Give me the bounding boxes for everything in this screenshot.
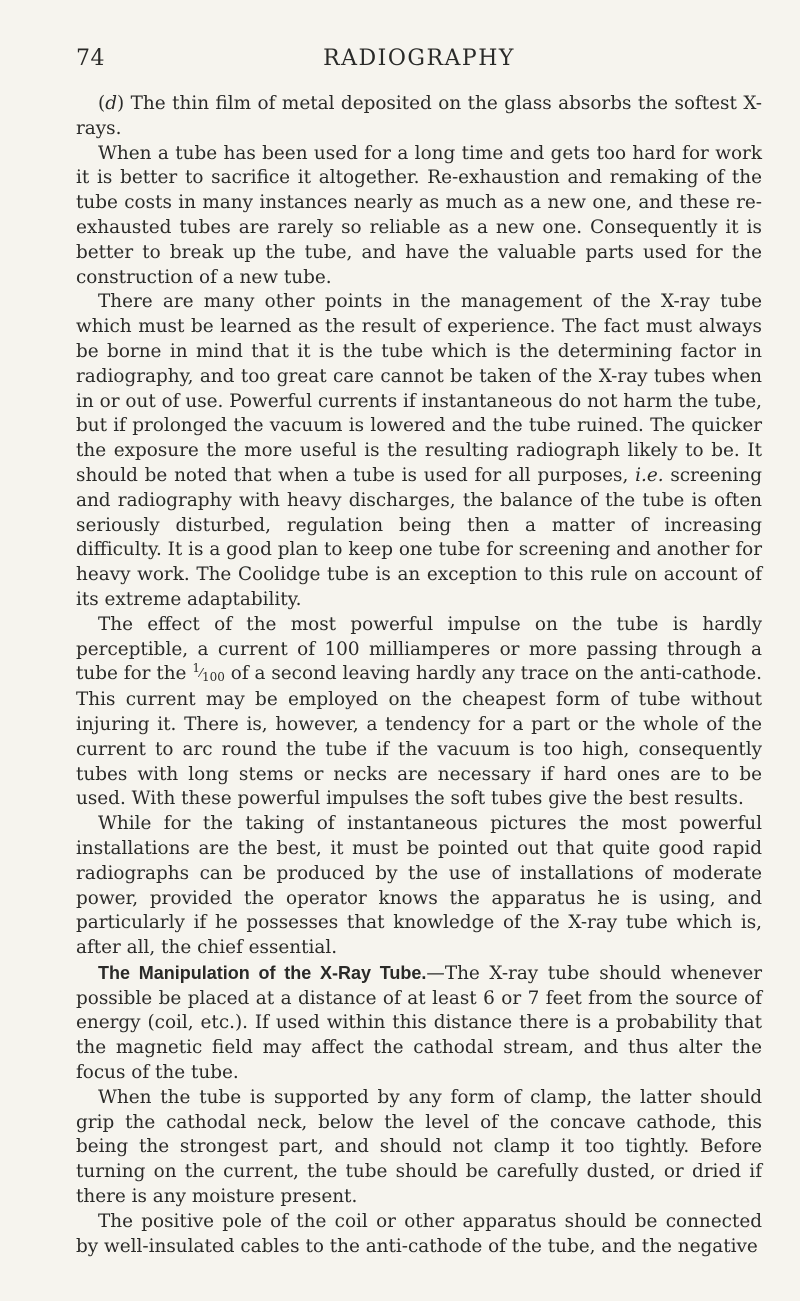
- fraction-denominator: 100: [201, 670, 225, 685]
- paragraph-positive-pole: The positive pole of the coil or other apparatus should be connected by well-insulated cables to the anti-cathode of the tube, and the negative: [76, 1210, 762, 1257]
- paragraph-d-label: [76, 92, 762, 142]
- paragraph-text: screening and radiography with heavy discharges, the balance of the tube is often seriously disturbed, regulation being then a matter of increasing difficulty. It is a good plan to keep one tube for screening and another for heavy work. The Coolidge tube is an exception to this rule on account of its extreme adaptability.: [76, 464, 762, 610]
- fraction: 1⁄100: [192, 661, 225, 685]
- paragraph-impulse-effect: [76, 613, 762, 812]
- paragraph-installations: While for the taking of instantaneous pictures the most powerful installations are the best, it must be pointed out that quite good rapid radiographs can be produced by the use of installations of moderate power, provided the operator knows the apparatus he is using, and particularly if he possesses that knowledge of the X-ray tube which is, after all, the chief essential.: [76, 813, 762, 959]
- paragraph-text: There are many other points in the management of the X-ray tube which must be learned as the result of experience. The fact must always be borne in mind that it is the tube which is the determining factor in radiography, and too great care cannot be taken of the X-ray tubes when in or out of use. Powerful currents if instantaneous do not harm the tube, but if prolonged the vacuum is lowered and the tube ruined. The quicker the exposure the more useful is the resulting radiograph likely to be. It should be noted that when a tube is used for all purposes,: [76, 291, 762, 486]
- paragraph-manipulation: [76, 961, 762, 1086]
- running-head: [76, 46, 762, 76]
- paragraph-tube-replacement: When a tube has been used for a long time and gets too hard for work it is better to sacrifice it altogether. Re-exhaustion and remaking of the tube costs in many instances nearly as much as a new one, and these re-exhausted tubes are rarely so reliable as a new one. Consequently it is better to break up the tube, and have the valuable parts used for the construction of a new tube.: [76, 142, 762, 288]
- label-close-paren: ): [116, 93, 125, 114]
- paragraph-clamp: When the tube is supported by any form of clamp, the latter should grip the cathodal neck, below the level of the concave cathode, this being the strongest part, and should not clamp it too tightly. Before turning on the current, the tube should be carefully dusted, or dried if there is any moisture present.: [76, 1086, 762, 1208]
- running-title: RADIOGRAPHY: [323, 46, 515, 71]
- abbreviation: i.e.: [635, 464, 664, 486]
- paragraph-text: —The X-ray tube should whenever possible be placed at a distance of at least 6 or 7 feet from the source of energy (coil, etc.). If used within this distance there is a probability that the magnetic field may affect the cathodal stream, and thus alter the focus of the tube.: [76, 962, 762, 1084]
- paragraph-tube-management: [76, 290, 762, 612]
- paragraph-text: of a second leaving hardly any trace on the anti-cathode. This current may be employed on the cheapest form of tube without injuring it. There is, however, a tendency for a part or the whole of the current to arc round the tube if the vacuum is too high, consequently tubes with long stems or necks are necessary if hard ones are to be used. With these powerful impulses the soft tubes give the best results.: [76, 663, 762, 810]
- paragraph-text: The thin film of metal deposited on the glass absorbs the softest X-rays.: [76, 93, 762, 139]
- paragraph-text: The effect of the most powerful impulse on the tube is hardly perceptible, a current of 100 milliamperes or more passing through a tube for the: [76, 613, 762, 685]
- label-open-paren: (: [98, 93, 106, 114]
- body-text: [76, 92, 762, 1259]
- list-label: d: [105, 93, 117, 114]
- fraction-numerator: 1: [192, 661, 200, 676]
- page-number: 74: [76, 46, 105, 71]
- section-heading: The Manipulation of the X-Ray Tube.: [98, 962, 427, 983]
